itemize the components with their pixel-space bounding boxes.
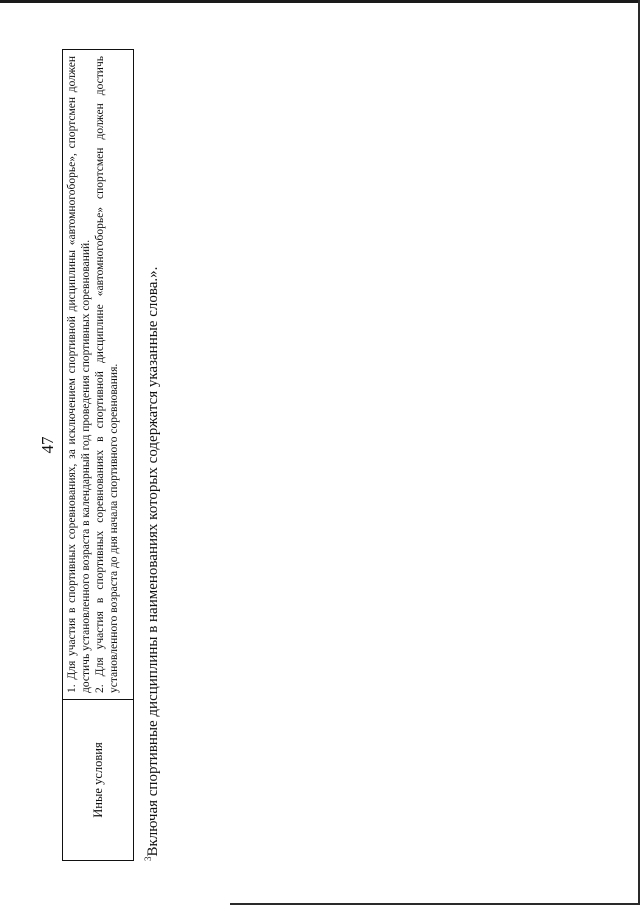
condition-item-1: 1. Для участия в спортивных соревнованиях, за исключением спортивной дисциплины «автомногоборье», спортсмен должен достичь установленного возраста в календарный год проведения спортивных соревнований. (66, 56, 92, 693)
table-row (63, 50, 134, 861)
table-content-cell (63, 50, 134, 700)
conditions-table (62, 49, 134, 861)
footnote-marker: 3 (143, 856, 153, 861)
page-edge-top (0, 0, 640, 3)
condition-item-2: 2. Для участия в спортивных соревнованиях в спортивной дисциплине «автомногоборье» спортсмен должен достичь установленного возраста до дня начала спортивного соревнования. (94, 56, 120, 693)
table-label: Иные условия (90, 742, 105, 818)
footnote (143, 267, 162, 861)
document-page (0, 15, 640, 875)
page-number: 47 (38, 436, 57, 454)
table-label-cell (63, 700, 134, 861)
footnote-text: Включая спортивные дисциплины в наименованиях которых содержатся указанные слова.». (145, 266, 161, 857)
